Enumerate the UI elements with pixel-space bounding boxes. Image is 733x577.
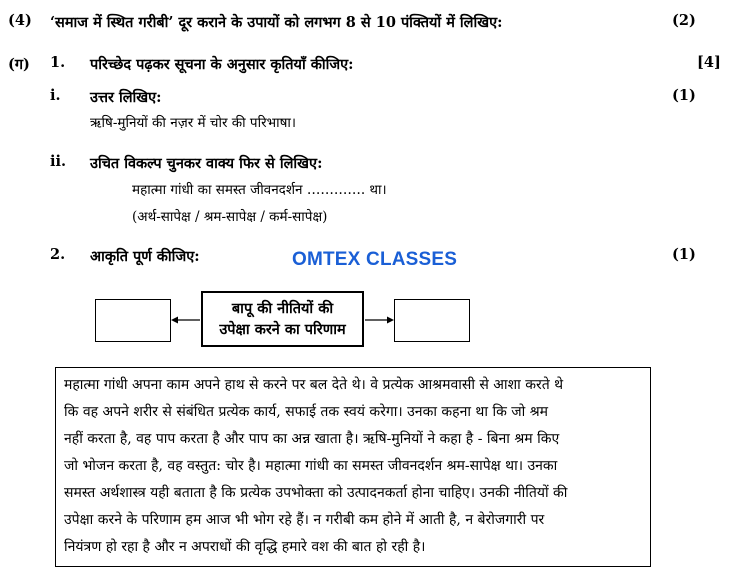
- diagram-center-box: [201, 291, 364, 347]
- sub-ii-text: उचित विकल्प चुनकर वाक्य फिर से लिखिए:: [90, 155, 323, 172]
- passage-line: समस्त अर्थशास्त्र यही बताता है कि प्रत्येक उपभोक्ता को उत्पादनकर्ता होना चाहिए। उनकी नीतियों की: [64, 485, 568, 501]
- q2-text: आकृति पूर्ण कीजिए:: [90, 248, 200, 265]
- q4-text: ‘समाज में स्थित गरीबी’ दूर कराने के उपायों को लगभग 8 से 10 पंक्तियों में लिखिए:: [50, 14, 503, 31]
- q2-marks: (1): [672, 246, 696, 263]
- watermark-label: OMTEX CLASSES: [292, 249, 458, 270]
- left-arrow: [171, 314, 201, 326]
- passage-line: नियंत्रण हो रहा है और न अपराधों की वृद्धि हमारे वश की बात हो रही है।: [64, 539, 426, 555]
- passage-line: महात्मा गांधी अपना काम अपने हाथ से करने पर बल देते थे। वे प्रत्येक आश्रमवासी से आशा करते थे: [64, 377, 564, 393]
- sub-i-text: उत्तर लिखिए:: [90, 89, 162, 106]
- q1-marks: [4]: [697, 54, 721, 71]
- q2-number: 2.: [50, 246, 66, 263]
- q4-number: (4): [8, 12, 32, 29]
- right-arrow: [364, 314, 394, 326]
- sub-ii-sentence: महात्मा गांधी का समस्त जीवनदर्शन …………. था।: [132, 182, 387, 198]
- sub-ii-options: (अर्थ-सापेक्ष / श्रम-सापेक्ष / कर्म-सापेक्ष): [132, 209, 328, 225]
- passage-box: [55, 367, 651, 567]
- q4-marks: (2): [672, 12, 696, 29]
- passage-line: कि वह अपने शरीर से संबंधित प्रत्येक कार्य, सफाई तक स्वयं करेगा। उनका कहना था कि जो श्रम: [64, 404, 549, 420]
- sub-i-number: i.: [50, 87, 61, 104]
- q1-text: परिच्छेद पढ़कर सूचना के अनुसार कृतियाँ कीजिए:: [90, 56, 354, 73]
- passage-line: जो भोजन करता है, वह वस्तुत: चोर है। महात्मा गांधी का समस्त जीवनदर्शन श्रम-सापेक्ष था। उनका: [64, 458, 558, 474]
- diagram-center-line-2: उपेक्षा करने का परिणाम: [219, 321, 346, 338]
- passage-line: नहीं करता है, वह पाप करता है और पाप का अन्न खाता है। ऋषि-मुनियों ने कहा है - बिना श्रम किए: [64, 431, 560, 447]
- sub-i-marks: (1): [672, 87, 696, 104]
- sub-ii-number: ii.: [50, 153, 67, 170]
- q1-number: 1.: [50, 54, 66, 71]
- sub-i-question: ऋषि-मुनियों की नज़र में चोर की परिभाषा।: [90, 115, 297, 131]
- diagram-center-line-1: बापू की नीतियों की: [231, 299, 334, 317]
- diagram-right-blank-box: [394, 299, 470, 342]
- diagram-left-blank-box: [95, 299, 171, 342]
- passage-line: उपेक्षा करने के परिणाम हम आज भी भोग रहे हैं। न गरीबी कम होने में आती है, न बेरोजगारी पर: [64, 512, 545, 528]
- section-g-label: (ग): [8, 56, 30, 73]
